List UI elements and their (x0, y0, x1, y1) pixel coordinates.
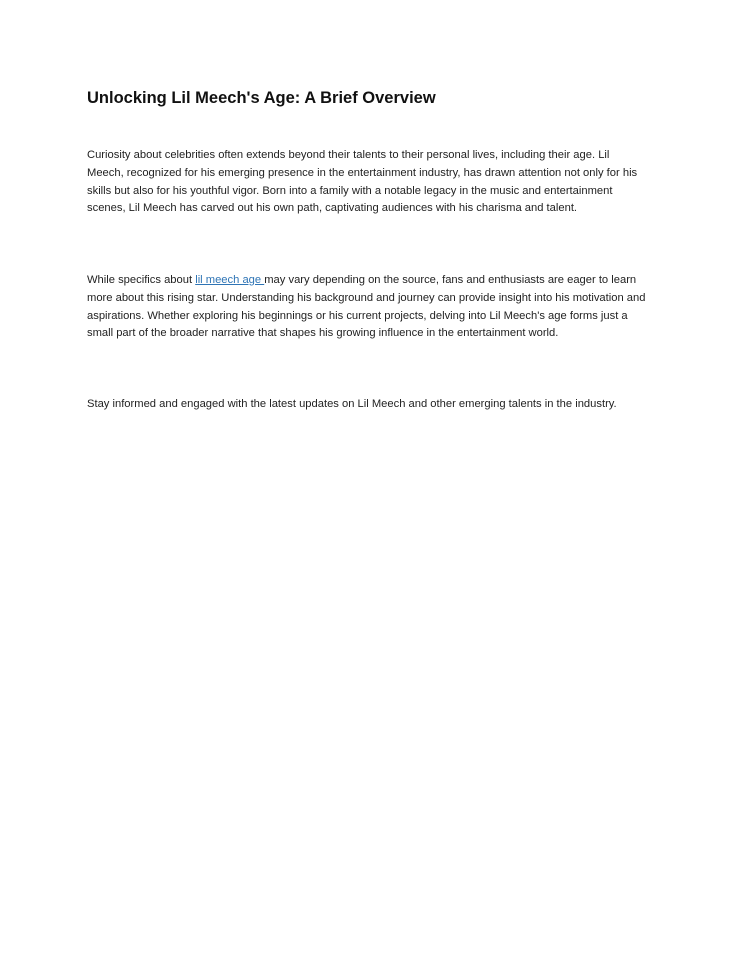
paragraph-details (87, 272, 649, 343)
paragraph-details-text-after: may vary depending on the source, fans and enthusiasts are eager to learn more about this rising star. Understanding his background and journey can provide insight into his motivation and aspirations. Whether exploring his beginnings or his current projects, delving into Lil Meech's age forms just a small part of the broader narrative that shapes his growing influence in the entertainment world. (87, 274, 646, 340)
lil-meech-age-link[interactable]: lil meech age (195, 274, 265, 286)
paragraph-closing: Stay informed and engaged with the latest updates on Lil Meech and other emerging talents in the industry. (87, 398, 617, 410)
paragraph-intro: Curiosity about celebrities often extends beyond their talents to their personal lives, including their age. Lil Meech, recognized for his emerging presence in the entertainment industry, has drawn attention not only for his skills but also for his youthful vigor. Born into a family with a notable legacy in the music and entertainment scenes, Lil Meech has carved out his own path, captivating audiences with his charisma and talent. (87, 149, 638, 215)
paragraph-details-text-before: While specifics about (87, 274, 196, 286)
document-title: Unlocking Lil Meech's Age: A Brief Overview (87, 89, 436, 107)
